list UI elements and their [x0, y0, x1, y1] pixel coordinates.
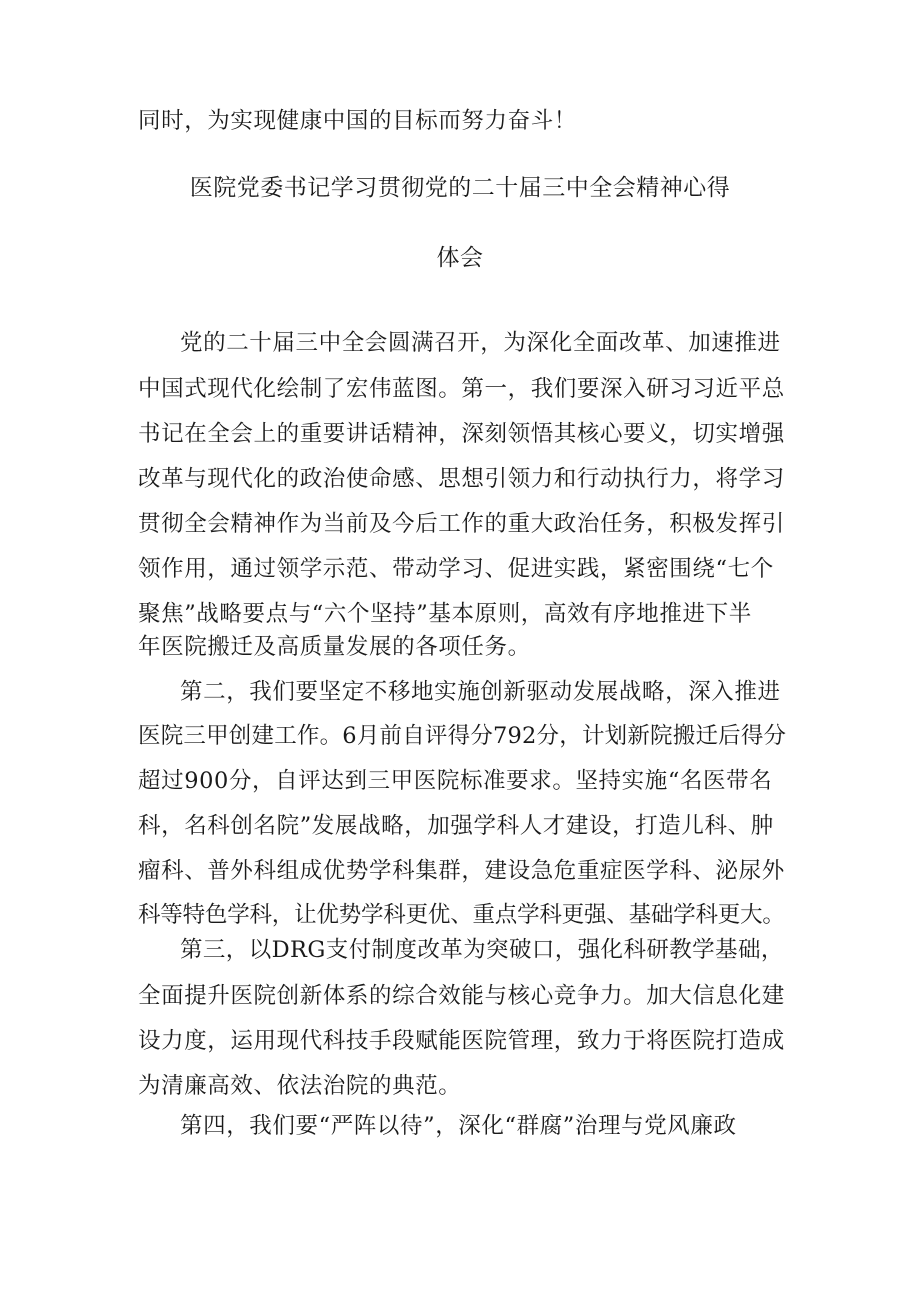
article-title-line-2: 体会: [436, 245, 484, 271]
paragraph-1-line: 领作用，通过领学示范、带动学习、促进实践，紧密围绕“七个: [138, 556, 774, 582]
paragraph-1-line: 年医院搬迁及高质量发展的各项任务。: [138, 634, 531, 660]
carryover-line: 同时，为实现健康中国的目标而努力奋斗！: [138, 108, 577, 134]
paragraph-3-line: 全面提升医院创新体系的综合效能与核心竞争力。加大信息化建: [138, 983, 785, 1009]
paragraph-1-line: 中国式现代化绘制了宏伟蓝图。第一，我们要深入研习习近平总: [138, 376, 785, 402]
paragraph-1-line: 改革与现代化的政治使命感、思想引领力和行动执行力，将学习: [138, 466, 785, 492]
paragraph-2-line: 超过900分，自评达到三甲医院标准要求。坚持实施“名医带名: [138, 768, 773, 794]
paragraph-2-line: 瘤科、普外科组成优势学科集群，建设急危重症医学科、泌尿外: [138, 858, 785, 884]
paragraph-1-line: 书记在全会上的重要讲话精神，深刻领悟其核心要义，切实增强: [138, 421, 785, 447]
paragraph-2-line: 第二，我们要坚定不移地实施创新驱动发展战略，深入推进: [180, 679, 781, 705]
paragraph-2-line: 医院三甲创建工作。6月前自评得分792分，计划新院搬迁后得分: [138, 723, 787, 749]
paragraph-1-line: 党的二十届三中全会圆满召开，为深化全面改革、加速推进: [180, 330, 781, 356]
paragraph-2-line: 科，名科创名院”发展战略，加强学科人才建设，打造儿科、肿: [138, 813, 774, 839]
paragraph-2-line: 科等特色学科，让优势学科更优、重点学科更强、基础学科更大。: [138, 902, 785, 928]
paragraph-1-line: 聚焦”战略要点与“六个坚持”基本原则，高效有序地推进下半: [138, 601, 752, 627]
paragraph-3-line: 为清廉高效、依法治院的典范。: [138, 1073, 462, 1099]
article-title-line-1: 医院党委书记学习贯彻党的二十届三中全会精神心得: [189, 175, 731, 201]
paragraph-3-line: 设力度，运用现代科技手段赋能医院管理，致力于将医院打造成: [138, 1028, 785, 1054]
paragraph-3-line: 第三，以DRG支付制度改革为突破口，强化科研教学基础，: [180, 937, 784, 963]
paragraph-4-line: 第四，我们要“严阵以待”，深化“群腐”治理与党风廉政: [180, 1113, 737, 1139]
paragraph-1-line: 贯彻全会精神作为当前及今后工作的重大政治任务，积极发挥引: [138, 511, 785, 537]
